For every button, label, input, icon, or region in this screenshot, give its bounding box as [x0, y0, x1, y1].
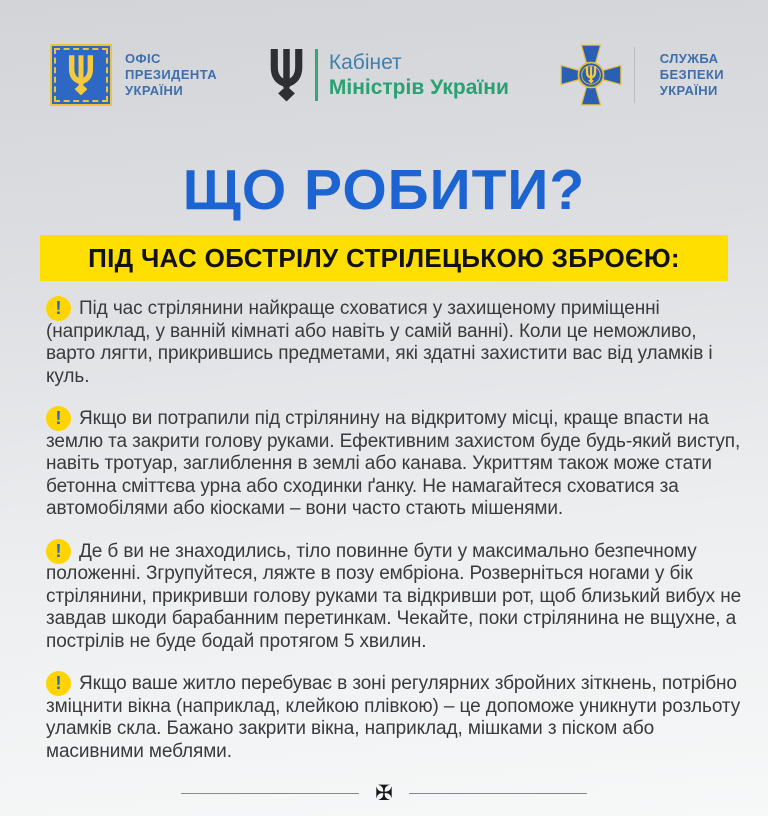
- cabinet-trident-icon: [268, 49, 305, 102]
- logo-line: БЕЗПЕКИ: [659, 67, 724, 82]
- president-office-label: [125, 51, 217, 99]
- logo-line: Міністрів України: [328, 76, 509, 99]
- logo-row: [0, 0, 768, 106]
- advice-item: [46, 298, 742, 388]
- vertical-divider: [634, 47, 635, 103]
- logo-line: Кабінет: [328, 51, 402, 74]
- logo-line: УКРАЇНИ: [125, 83, 184, 98]
- green-divider: [315, 49, 318, 101]
- cossack-cross-icon: ✠: [375, 782, 393, 805]
- logo-line: СЛУЖБА: [659, 51, 719, 66]
- subtitle-banner: ПІД ЧАС ОБСТРІЛУ СТРІЛЕЦЬКОЮ ЗБРОЄЮ:: [40, 235, 728, 281]
- trident-icon: [67, 55, 95, 96]
- exclamation-icon: !: [46, 406, 71, 431]
- advice-item: [46, 673, 742, 763]
- page-title: ЩО РОБИТИ?: [182, 158, 586, 222]
- logo-line: УКРАЇНИ: [659, 83, 718, 98]
- advice-text: Під час стрілянини найкраще сховатися у захищеному приміщенні (наприклад, у ванній кімнаті або навіть у самій ванні). Коли це неможливо, варто лягти, прикрившись предметами, які здатні захистити вас від уламків і куль.: [46, 298, 713, 387]
- advice-item: [46, 408, 742, 521]
- president-office-emblem-icon: [50, 44, 112, 106]
- logo-line: ОФІС: [125, 51, 161, 66]
- advice-list: [0, 281, 768, 763]
- logo-office-of-president: [50, 44, 217, 106]
- exclamation-icon: !: [46, 539, 71, 564]
- sbu-cross-emblem-icon: [560, 44, 622, 106]
- advice-item: [46, 541, 742, 654]
- advice-text: Якщо ви потрапили під стрілянину на відкритому місці, краще впасти на землю та закрити голову руками. Ефективним захистом буде будь-який виступ, навіть тротуар, заглиблення в землі або канава. Укриттям також може стати бетонна сміттєва урна або сходинки ґанку. Не намагайтеся сховатися за автомобілями або кіосками – вони часто стають мішенями.: [46, 408, 741, 519]
- exclamation-icon: !: [46, 671, 71, 696]
- advice-text: Якщо ваше житло перебуває в зоні регулярних збройних зіткнень, потрібно зміцнити вікна (наприклад, клейкою плівкою) – це допоможе уникнути розльоту уламків скла. Бажано закрити вікна, наприклад, мішками з піском або масивними меблями.: [46, 673, 741, 762]
- cabinet-label: [329, 50, 509, 100]
- divider-line: [181, 793, 359, 794]
- sbu-label: [660, 51, 724, 99]
- divider-line: [409, 793, 587, 794]
- logo-cabinet-of-ministers: [268, 49, 509, 102]
- logo-line: ПРЕЗИДЕНТА: [125, 67, 218, 82]
- logo-security-service: [560, 44, 724, 106]
- footer-divider: [0, 783, 768, 804]
- advice-text: Де б ви не знаходились, тіло повинне бути у максимально безпечному положенні. Згрупуйтеся, ляжте в позу ембріона. Розверніться ногами у бік стрілянини, прикривши голову руками та відкривши рот, щоб близький вибух не завдав шкоди барабанним перетинкам. Чекайте, поки стрілянина не вщухне, а пострілів не буде бодай протягом 5 хвилин.: [46, 540, 742, 652]
- exclamation-icon: !: [46, 296, 71, 321]
